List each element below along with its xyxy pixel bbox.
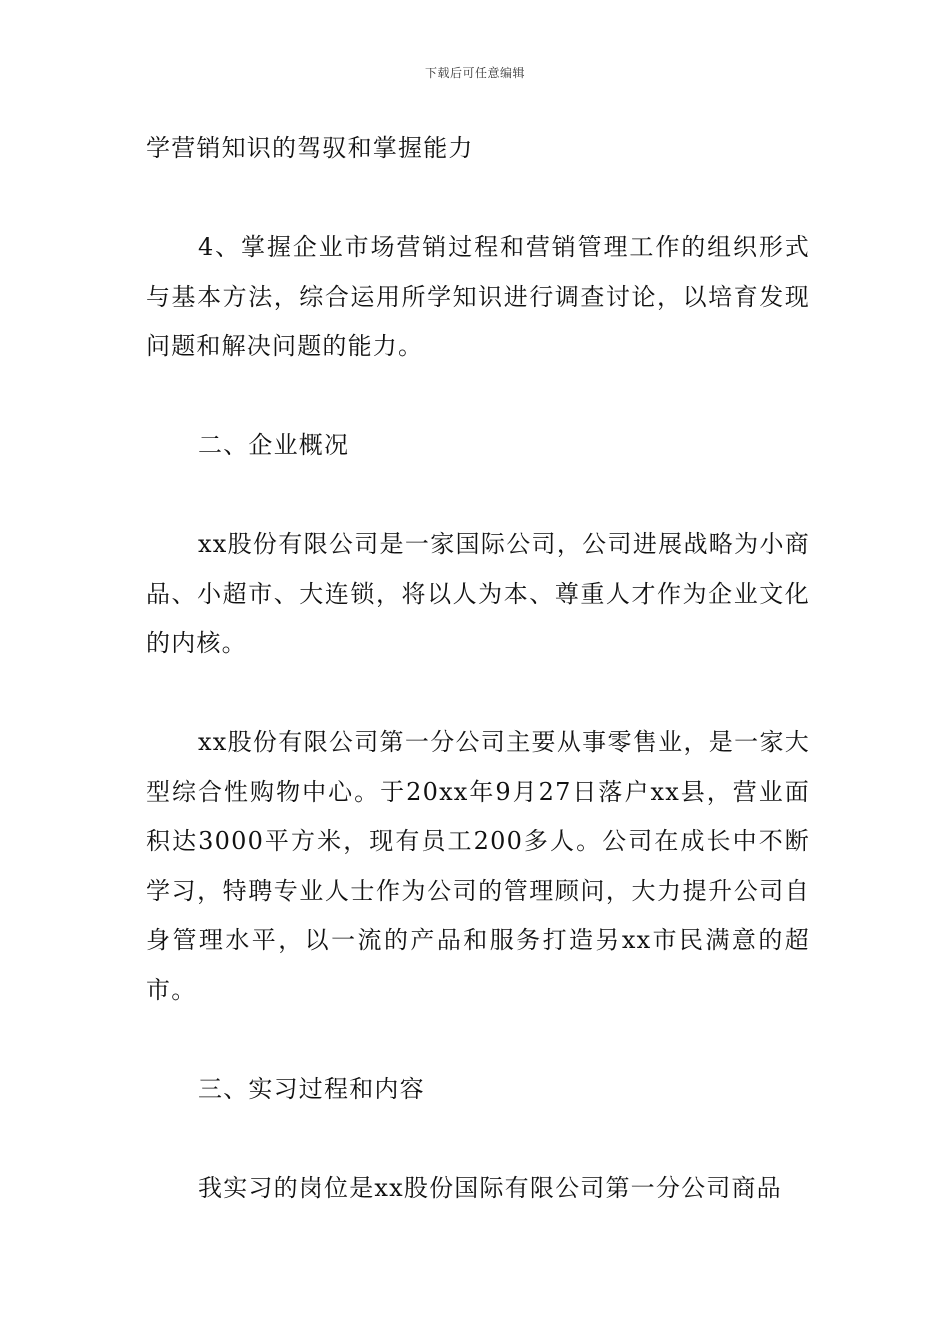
paragraph-company-intro: xx股份有限公司是一家国际公司，公司进展战略为小商品、小超市、大连锁，将以人为本、尊重人才作为企业文化的内核。 xyxy=(146,530,810,657)
paragraph-gap xyxy=(146,372,810,422)
paragraph-gap xyxy=(146,1015,810,1065)
paragraph-gap xyxy=(146,174,810,224)
paragraph-continuation: 学营销知识的驾驭和掌握能力 xyxy=(146,134,474,162)
section-heading-internship-process: 三、实习过程和内容 xyxy=(198,1074,425,1103)
document-body xyxy=(146,124,810,1213)
paragraph-objective-4: 4、掌握企业市场营销过程和营销管理工作的组织形式与基本方法，综合运用所学知识进行调查讨论，以培育发现问题和解决问题的能力。 xyxy=(146,233,810,360)
paragraph-gap xyxy=(146,1114,810,1164)
paragraph-internship-position: 我实习的岗位是xx股份国际有限公司第一分公司商品 xyxy=(198,1173,782,1202)
paragraph-branch-details: xx股份有限公司第一分公司主要从事零售业，是一家大型综合性购物中心。于20xx年9月27日落户xx县，营业面积达3000平方米，现有员工200多人。公司在成长中不断学习，特聘专业人士作为公司的管理顾问，大力提升公司自身管理水平，以一流的产品和服务打造另xx市民满意的超市。 xyxy=(146,728,810,1004)
page-header: 下载后可任意编辑 xyxy=(424,66,525,80)
section-heading-company-overview: 二、企业概况 xyxy=(198,431,350,459)
paragraph-gap xyxy=(146,471,810,521)
paragraph-gap xyxy=(146,669,810,719)
